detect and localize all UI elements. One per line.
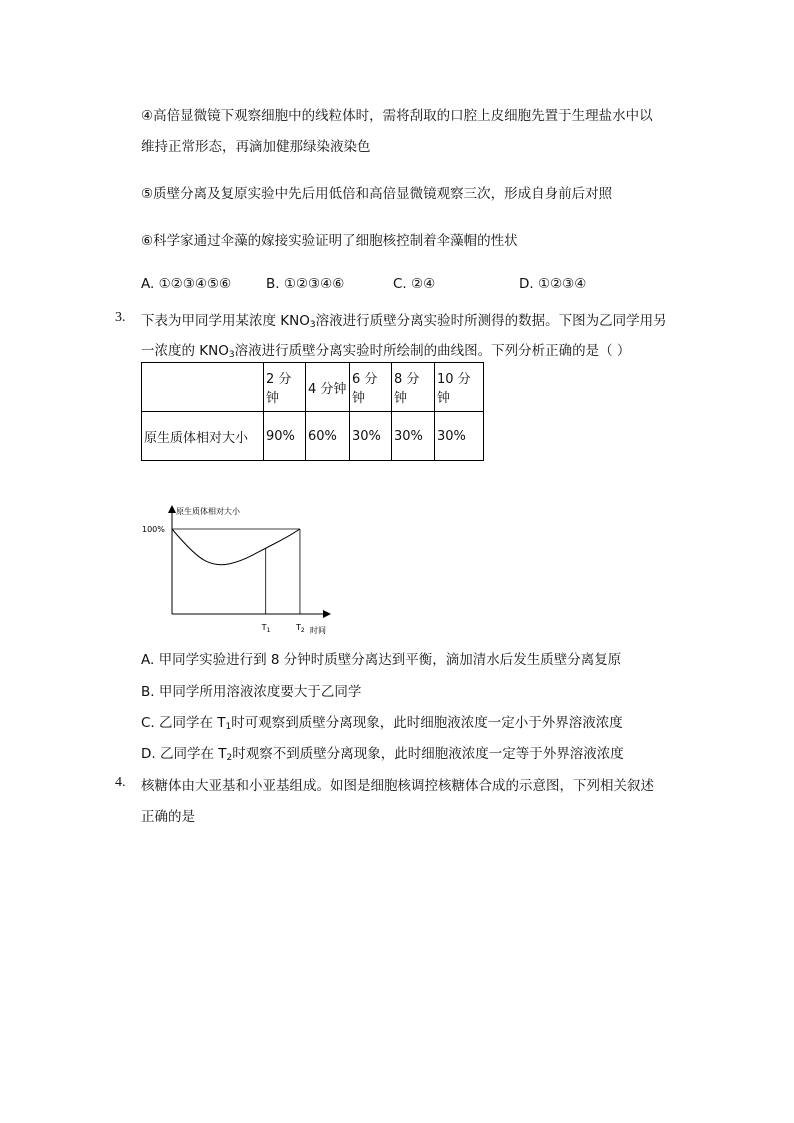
question-number: 3. xyxy=(115,310,126,325)
table-header-cell: 8 分钟 xyxy=(392,363,435,412)
statement-6: ⑥科学家通过伞藻的嫁接实验证明了细胞核控制着伞藻帽的性状 xyxy=(141,233,518,249)
table-header-cell: 2 分钟 xyxy=(264,363,306,412)
question-number: 4. xyxy=(115,775,126,790)
table-cell: 30% xyxy=(435,412,484,461)
x-tick-t1: $T_1$ xyxy=(261,623,271,634)
table-header-row xyxy=(142,363,484,412)
q3-option-c: C. 乙同学在 $T_1$时可观察到质壁分离现象，此时细胞液浓度一定小于外界溶液浓度 xyxy=(141,715,623,732)
q3-stem-line2: 一浓度的 $KNO_3$溶液进行质壁分离实验时所绘制的曲线图。下列分析正确的是（ ） xyxy=(141,343,631,360)
table-row xyxy=(142,412,484,461)
statement-4-line2: 维持正常形态，再滴加健那绿染液染色 xyxy=(141,139,371,155)
q3-option-a: A. 甲同学实验进行到 8 分钟时质壁分离达到平衡，滴加清水后发生质壁分离复原 xyxy=(141,652,622,668)
q4-stem-line1: 核糖体由大亚基和小亚基组成。如图是细胞核调控核糖体合成的示意图，下列相关叙述 xyxy=(141,778,654,794)
table-cell: 60% xyxy=(306,412,350,461)
x-axis-label: 时间 xyxy=(310,626,326,635)
q2-option-b: B. ①②③④⑥ xyxy=(266,276,345,292)
data-table xyxy=(141,362,484,461)
series-curve xyxy=(172,529,300,565)
q2-option-d: D. ①②③④ xyxy=(519,276,587,292)
q2-option-a: A. ①②③④⑤⑥ xyxy=(141,276,232,292)
table-header-cell xyxy=(142,363,264,412)
curve-chart xyxy=(140,500,340,640)
y-axis-label: 原生质体相对大小 xyxy=(176,507,240,516)
q4-stem-line2: 正确的是 xyxy=(141,809,195,825)
y-tick-label: 100% xyxy=(142,525,165,534)
q2-option-c: C. ②④ xyxy=(393,276,436,292)
table-header-cell: 10 分钟 xyxy=(435,363,484,412)
table-header-cell: 4 分钟 xyxy=(306,363,350,412)
table-cell: 30% xyxy=(392,412,435,461)
q3-option-d: D. 乙同学在 $T_2$时观察不到质壁分离现象，此时细胞液浓度一定等于外界溶液浓度 xyxy=(141,746,624,763)
q3-stem-line1: 下表为甲同学用某浓度 $KNO_3$溶液进行质壁分离实验时所测得的数据。下图为乙同学用另 xyxy=(141,313,667,330)
x-tick-t2: $T_2$ xyxy=(295,623,305,634)
table-row-label: 原生质体相对大小 xyxy=(142,412,264,461)
q3-option-b: B. 甲同学所用溶液浓度要大于乙同学 xyxy=(141,684,362,700)
table-cell: 90% xyxy=(264,412,306,461)
statement-4-line1: ④高倍显微镜下观察细胞中的线粒体时，需将刮取的口腔上皮细胞先置于生理盐水中以 xyxy=(141,108,653,124)
table-header-cell: 6 分钟 xyxy=(350,363,392,412)
statement-5: ⑤质壁分离及复原实验中先后用低倍和高倍显微镜观察三次，形成自身前后对照 xyxy=(141,186,613,202)
table-cell: 30% xyxy=(350,412,392,461)
